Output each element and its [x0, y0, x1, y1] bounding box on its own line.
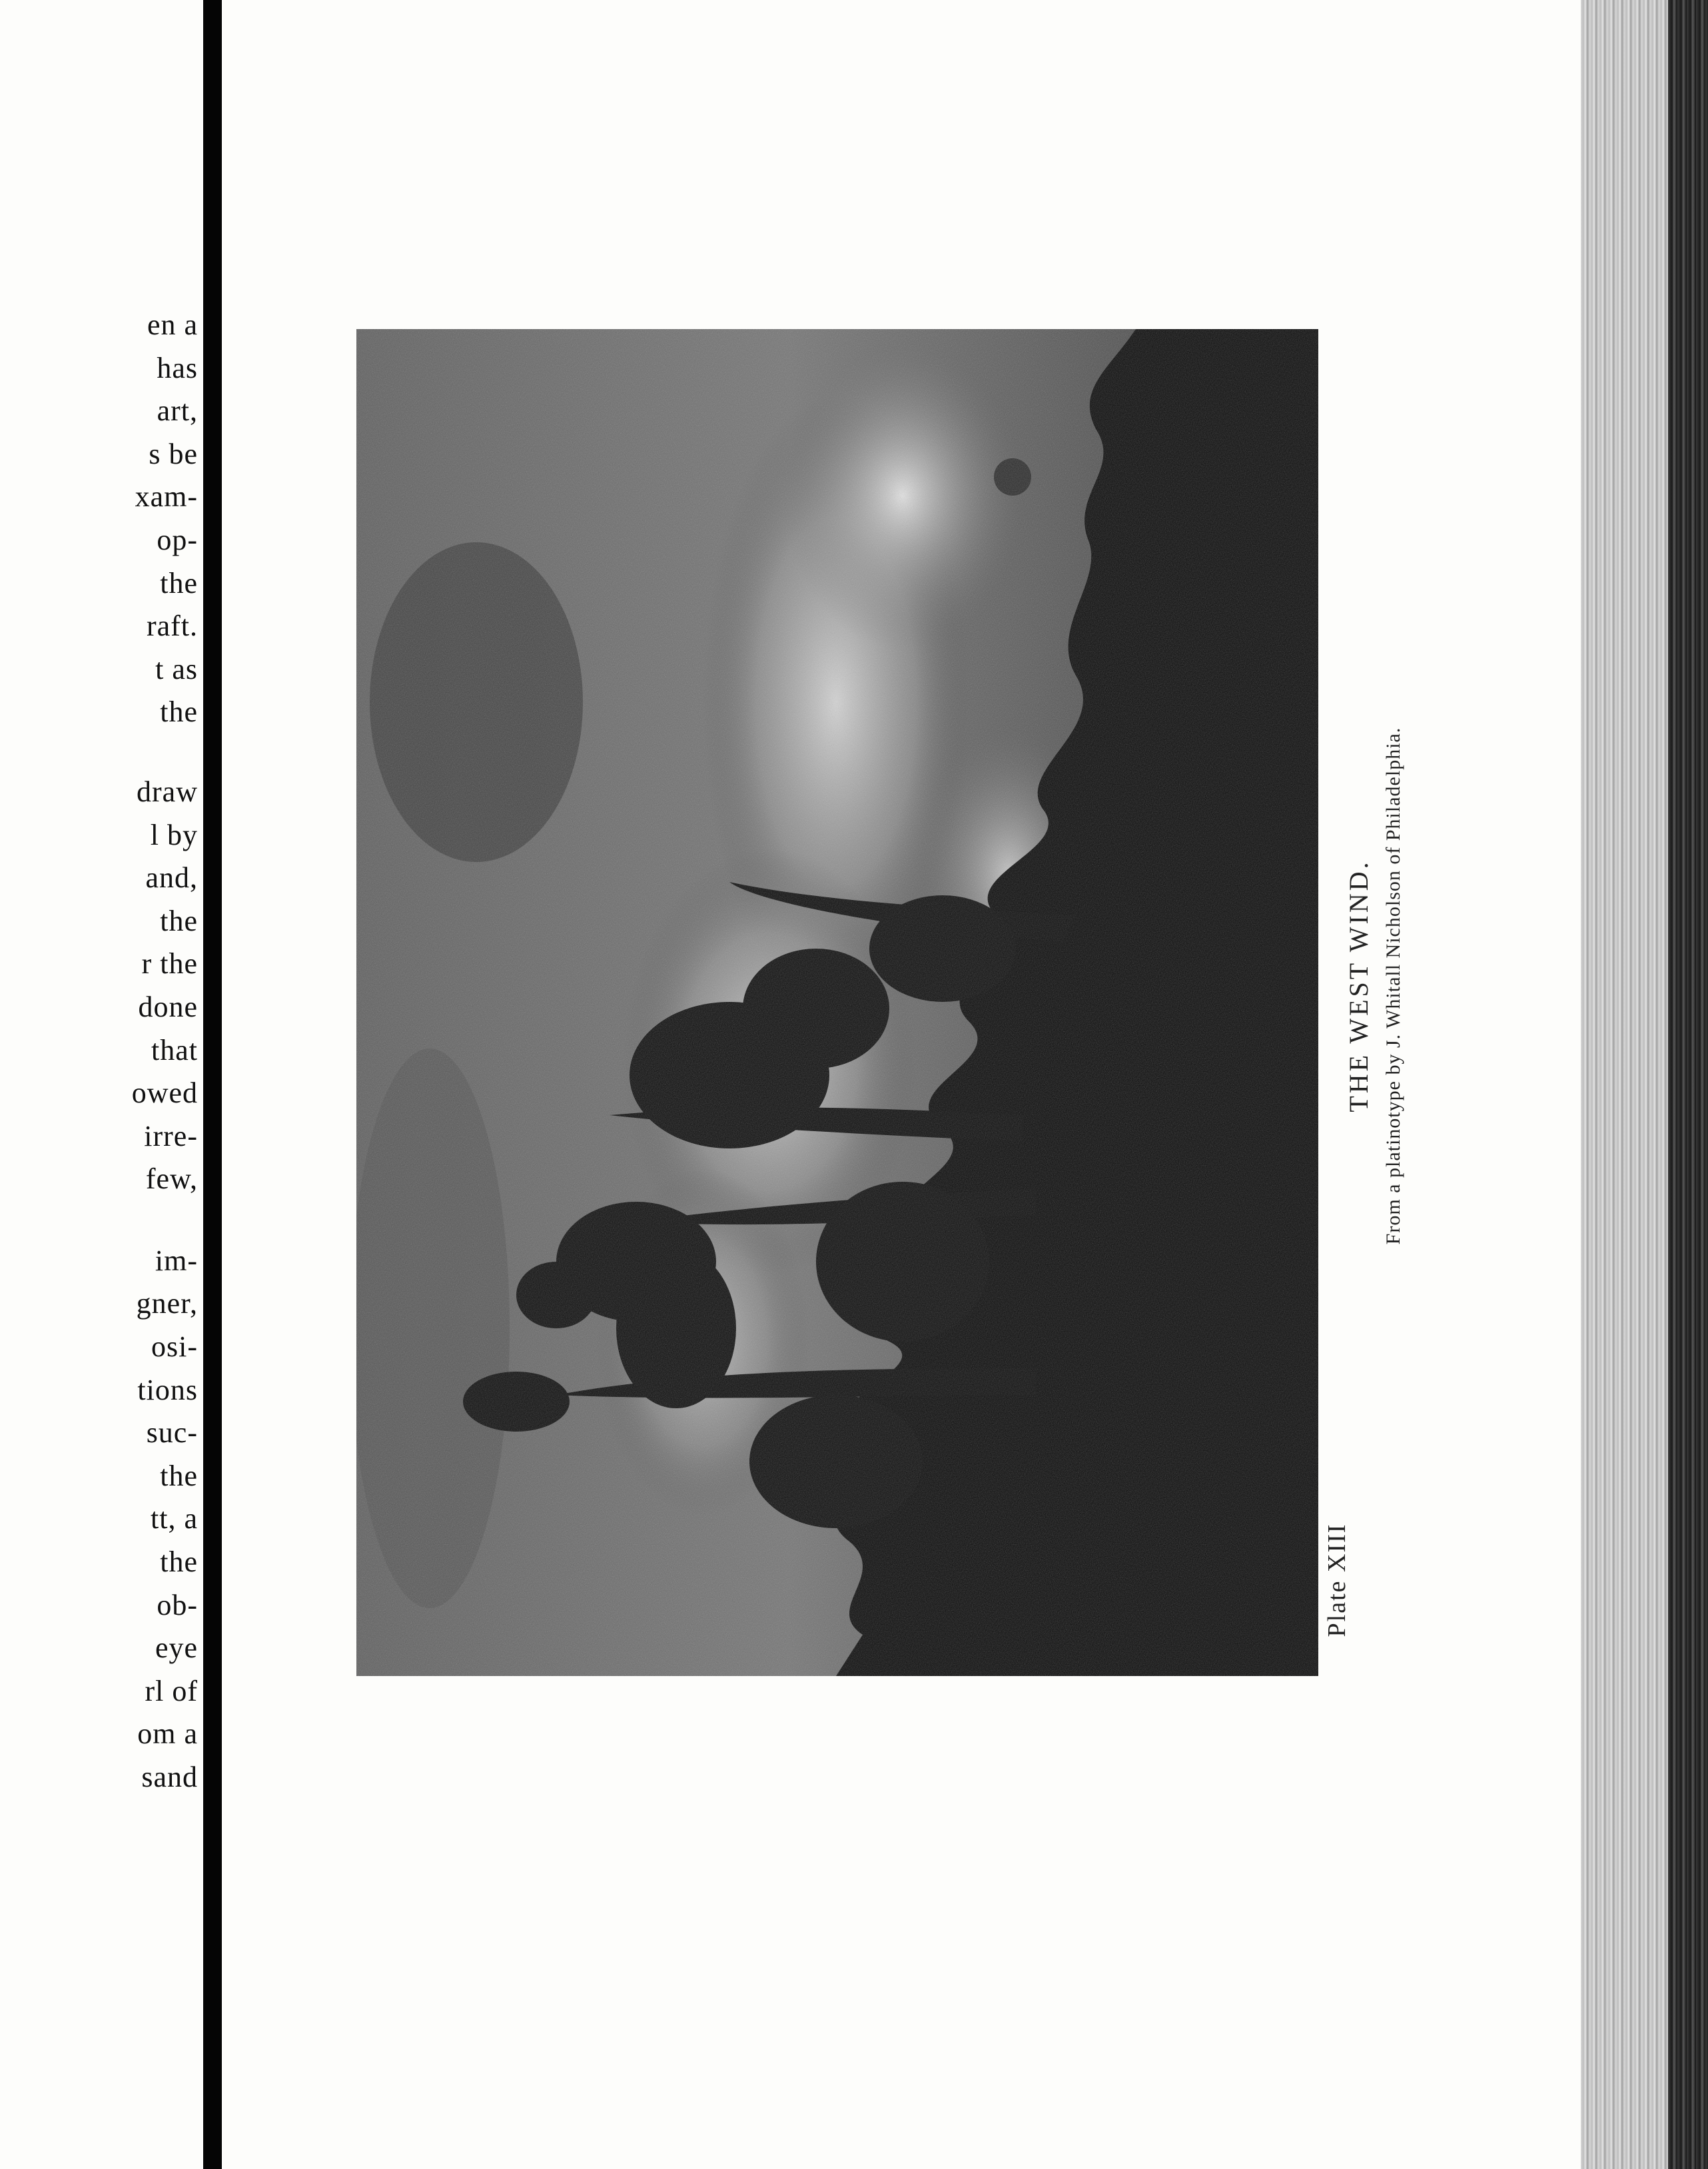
- plate-photograph: [356, 329, 1318, 1676]
- text-line: raft.: [146, 610, 198, 643]
- text-line: and,: [145, 861, 198, 895]
- text-line: art,: [157, 394, 198, 428]
- text-line: few,: [145, 1162, 198, 1196]
- text-line: draw: [137, 775, 198, 808]
- previous-page: [0, 0, 203, 2169]
- text-line: tt, a: [151, 1502, 198, 1535]
- paragraph-gap: [0, 1201, 198, 1240]
- text-line: l by: [150, 818, 198, 851]
- text-line: the: [160, 566, 198, 600]
- text-line: has: [157, 351, 198, 384]
- book-gutter: [203, 0, 222, 2169]
- text-line: tions: [137, 1373, 198, 1406]
- text-line: xam-: [135, 480, 198, 514]
- text-line: om a: [137, 1717, 198, 1751]
- text-line: irre-: [144, 1119, 198, 1152]
- text-line: suc-: [146, 1416, 198, 1450]
- text-line: ob-: [157, 1588, 198, 1621]
- photograph-image: [356, 329, 1318, 1676]
- text-line: t as: [155, 652, 198, 685]
- book-cover-edge: [1668, 0, 1708, 2169]
- text-line: r the: [141, 947, 198, 981]
- plate-title: THE WEST WIND.: [1344, 859, 1374, 1112]
- text-line: the: [160, 1545, 198, 1579]
- paragraph-gap: [0, 734, 198, 771]
- plate-credit: From a platinotype by J. Whitall Nicholson of Philadelphia.: [1382, 727, 1404, 1245]
- text-line: en a: [147, 308, 198, 341]
- text-line: owed: [131, 1077, 198, 1110]
- text-line: im-: [155, 1244, 198, 1277]
- text-line: sand: [141, 1761, 198, 1793]
- previous-page-text: [0, 304, 198, 1799]
- text-line: eye: [155, 1631, 198, 1665]
- text-line: s be: [149, 437, 198, 470]
- text-line: the: [160, 695, 198, 729]
- text-line: the: [160, 1459, 198, 1492]
- text-line: op-: [157, 523, 198, 556]
- plate-number: Plate XIII: [1323, 1523, 1351, 1637]
- text-line: the: [160, 904, 198, 937]
- book-fore-edge: [1581, 0, 1708, 2169]
- text-line: rl of: [145, 1674, 198, 1707]
- text-line: osi-: [151, 1330, 198, 1364]
- text-line: that: [151, 1033, 198, 1067]
- text-line: done: [138, 990, 198, 1023]
- text-line: gner,: [136, 1287, 198, 1320]
